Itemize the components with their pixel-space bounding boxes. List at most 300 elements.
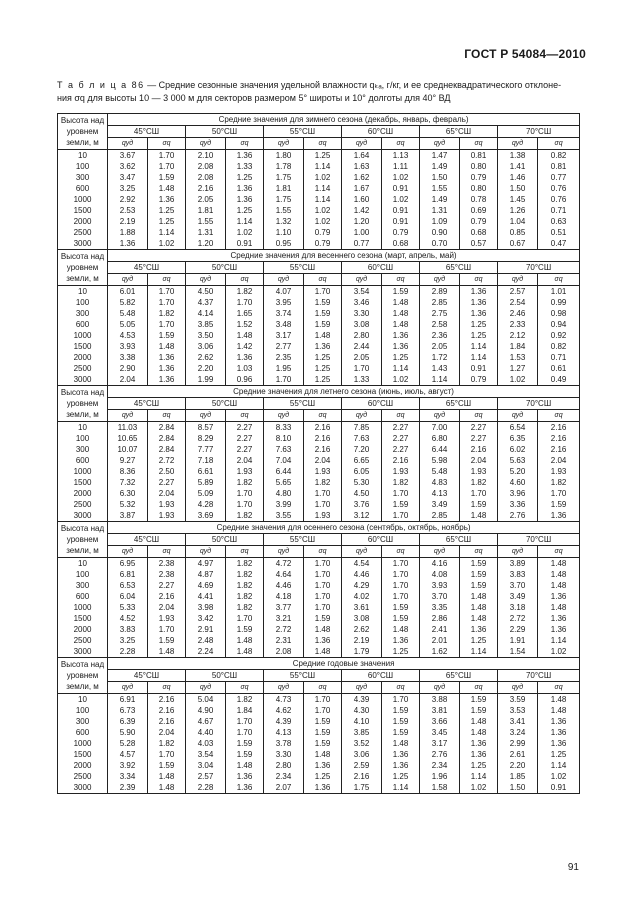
value-cell: 3.62 <box>108 161 148 172</box>
value-cell: 2.77 <box>264 341 304 352</box>
symbol-sigma: σq <box>226 410 264 422</box>
value-cell: 0.79 <box>304 238 342 250</box>
symbol-sigma: σq <box>304 546 342 558</box>
value-cell: 1.70 <box>304 488 342 499</box>
height-cell: 1000 <box>58 602 108 613</box>
value-cell: 1.59 <box>304 613 342 624</box>
value-cell: 1.36 <box>460 297 498 308</box>
value-cell: 1.70 <box>148 150 186 162</box>
value-cell: 6.53 <box>108 580 148 591</box>
value-cell: 1.70 <box>148 297 186 308</box>
value-cell: 5.63 <box>498 455 538 466</box>
height-cell: 1000 <box>58 466 108 477</box>
value-cell: 1.13 <box>382 150 420 162</box>
value-cell: 2.57 <box>186 771 226 782</box>
value-cell: 2.39 <box>108 782 148 794</box>
value-cell: 1.36 <box>538 738 580 749</box>
symbol-sigma: σq <box>304 682 342 694</box>
height-cell: 10 <box>58 558 108 570</box>
value-cell: 3.06 <box>342 749 382 760</box>
latitude-header: 55°СШ <box>264 534 342 546</box>
value-cell: 4.40 <box>186 727 226 738</box>
symbol-q: qуд <box>420 410 460 422</box>
value-cell: 0.99 <box>538 297 580 308</box>
table-row <box>58 205 580 216</box>
value-cell: 3.53 <box>498 705 538 716</box>
value-cell: 1.79 <box>342 646 382 658</box>
value-cell: 0.82 <box>538 341 580 352</box>
latitude-header: 55°СШ <box>264 670 342 682</box>
symbol-sigma: σq <box>148 546 186 558</box>
value-cell: 1.59 <box>148 635 186 646</box>
value-cell: 2.84 <box>148 422 186 434</box>
value-cell: 3.66 <box>420 716 460 727</box>
value-cell: 3.25 <box>108 635 148 646</box>
value-cell: 5.04 <box>186 694 226 706</box>
value-cell: 4.87 <box>186 569 226 580</box>
value-cell: 3.52 <box>342 738 382 749</box>
value-cell: 1.25 <box>304 374 342 386</box>
value-cell: 2.24 <box>186 646 226 658</box>
value-cell: 6.44 <box>420 444 460 455</box>
value-cell: 2.16 <box>460 444 498 455</box>
value-cell: 3.08 <box>342 613 382 624</box>
value-cell: 7.18 <box>186 455 226 466</box>
value-cell: 1.14 <box>420 374 460 386</box>
value-cell: 1.26 <box>498 205 538 216</box>
value-cell: 1.14 <box>460 771 498 782</box>
value-cell: 3.34 <box>108 771 148 782</box>
table-row <box>58 150 580 162</box>
symbol-q: qуд <box>108 274 148 286</box>
height-cell: 2500 <box>58 363 108 374</box>
value-cell: 4.97 <box>186 558 226 570</box>
value-cell: 6.65 <box>342 455 382 466</box>
value-cell: 1.70 <box>342 363 382 374</box>
value-cell: 1.70 <box>382 694 420 706</box>
value-cell: 1.25 <box>382 771 420 782</box>
value-cell: 2.07 <box>264 782 304 794</box>
height-cell: 600 <box>58 319 108 330</box>
value-cell: 3.69 <box>186 510 226 522</box>
value-cell: 1.02 <box>304 205 342 216</box>
value-cell: 1.70 <box>148 161 186 172</box>
value-cell: 1.48 <box>382 308 420 319</box>
value-cell: 2.08 <box>264 646 304 658</box>
symbol-sigma: σq <box>304 410 342 422</box>
value-cell: 1.48 <box>538 569 580 580</box>
value-cell: 2.19 <box>342 635 382 646</box>
caption-line2: ния σq для высоты 10 — 3 000 м для секторов размером 5° широты и 10° долготы для 40° ВД <box>57 93 451 103</box>
value-cell: 1.81 <box>264 183 304 194</box>
value-cell: 6.95 <box>108 558 148 570</box>
value-cell: 5.28 <box>108 738 148 749</box>
value-cell: 3.87 <box>108 510 148 522</box>
value-cell: 2.04 <box>148 488 186 499</box>
value-cell: 1.48 <box>304 330 342 341</box>
height-cell: 2500 <box>58 227 108 238</box>
height-cell: 3000 <box>58 374 108 386</box>
value-cell: 1.53 <box>498 352 538 363</box>
value-cell: 6.81 <box>108 569 148 580</box>
height-cell: 3000 <box>58 646 108 658</box>
value-cell: 1.70 <box>148 286 186 298</box>
height-cell: 300 <box>58 580 108 591</box>
value-cell: 1.75 <box>264 172 304 183</box>
value-cell: 8.33 <box>264 422 304 434</box>
table-row <box>58 319 580 330</box>
value-cell: 0.51 <box>538 227 580 238</box>
value-cell: 3.36 <box>498 499 538 510</box>
table-row <box>58 286 580 298</box>
latitude-header: 70°СШ <box>498 534 580 546</box>
value-cell: 2.20 <box>186 363 226 374</box>
value-cell: 1.70 <box>304 591 342 602</box>
value-cell: 1.70 <box>382 591 420 602</box>
symbol-q: qуд <box>264 682 304 694</box>
value-cell: 1.48 <box>382 319 420 330</box>
value-cell: 1.70 <box>148 624 186 635</box>
symbol-q: qуд <box>420 138 460 150</box>
value-cell: 4.37 <box>186 297 226 308</box>
symbol-q: qуд <box>108 410 148 422</box>
height-cell: 1000 <box>58 330 108 341</box>
caption-prefix: Т а б л и ц а 86 <box>57 80 145 90</box>
value-cell: 1.82 <box>148 738 186 749</box>
symbol-sigma: σq <box>460 410 498 422</box>
latitude-header: 60°СШ <box>342 262 420 274</box>
value-cell: 1.36 <box>226 183 264 194</box>
value-cell: 1.64 <box>342 150 382 162</box>
value-cell: 2.04 <box>226 455 264 466</box>
value-cell: 1.46 <box>498 172 538 183</box>
value-cell: 0.69 <box>460 205 498 216</box>
value-cell: 3.81 <box>420 705 460 716</box>
value-cell: 1.70 <box>382 558 420 570</box>
value-cell: 2.19 <box>108 216 148 227</box>
value-cell: 1.70 <box>264 374 304 386</box>
value-cell: 3.30 <box>342 308 382 319</box>
value-cell: 1.48 <box>538 705 580 716</box>
value-cell: 2.10 <box>186 150 226 162</box>
symbol-q: qуд <box>186 138 226 150</box>
symbol-sigma: σq <box>460 138 498 150</box>
value-cell: 2.28 <box>186 782 226 794</box>
value-cell: 1.75 <box>264 194 304 205</box>
symbol-q: qуд <box>342 546 382 558</box>
value-cell: 1.82 <box>538 477 580 488</box>
value-cell: 1.14 <box>460 646 498 658</box>
table-row <box>58 433 580 444</box>
value-cell: 2.16 <box>186 183 226 194</box>
value-cell: 5.89 <box>186 477 226 488</box>
value-cell: 2.27 <box>382 433 420 444</box>
value-cell: 0.79 <box>460 172 498 183</box>
latitude-header: 55°СШ <box>264 262 342 274</box>
symbol-q: qуд <box>186 274 226 286</box>
value-cell: 9.27 <box>108 455 148 466</box>
value-cell: 1.93 <box>382 466 420 477</box>
value-cell: 1.14 <box>382 363 420 374</box>
value-cell: 0.49 <box>538 374 580 386</box>
table-row <box>58 499 580 510</box>
value-cell: 0.82 <box>538 150 580 162</box>
latitude-header: 65°СШ <box>420 398 498 410</box>
value-cell: 3.67 <box>108 150 148 162</box>
value-cell: 3.48 <box>264 319 304 330</box>
value-cell: 8.36 <box>108 466 148 477</box>
value-cell: 1.59 <box>382 727 420 738</box>
table-row <box>58 161 580 172</box>
value-cell: 2.85 <box>420 297 460 308</box>
height-cell: 1500 <box>58 613 108 624</box>
value-cell: 1.02 <box>382 194 420 205</box>
value-cell: 1.59 <box>460 558 498 570</box>
value-cell: 2.76 <box>498 510 538 522</box>
value-cell: 1.82 <box>382 477 420 488</box>
value-cell: 1.82 <box>304 477 342 488</box>
value-cell: 2.72 <box>148 455 186 466</box>
value-cell: 3.38 <box>108 352 148 363</box>
value-cell: 0.70 <box>420 238 460 250</box>
value-cell: 1.14 <box>382 782 420 794</box>
value-cell: 6.30 <box>108 488 148 499</box>
value-cell: 2.46 <box>498 308 538 319</box>
value-cell: 5.65 <box>264 477 304 488</box>
latitude-header: 60°СШ <box>342 670 420 682</box>
value-cell: 3.61 <box>342 602 382 613</box>
value-cell: 1.88 <box>108 227 148 238</box>
value-cell: 1.31 <box>420 205 460 216</box>
value-cell: 3.12 <box>342 510 382 522</box>
height-cell: 3000 <box>58 238 108 250</box>
value-cell: 2.16 <box>148 705 186 716</box>
value-cell: 1.70 <box>148 319 186 330</box>
latitude-header-row <box>58 534 580 546</box>
value-cell: 1.25 <box>226 172 264 183</box>
symbol-q: qуд <box>420 546 460 558</box>
value-cell: 1.25 <box>460 330 498 341</box>
value-cell: 2.75 <box>420 308 460 319</box>
value-cell: 1.42 <box>342 205 382 216</box>
latitude-header: 50°СШ <box>186 398 264 410</box>
value-cell: 1.02 <box>382 172 420 183</box>
value-cell: 1.32 <box>264 216 304 227</box>
value-cell: 1.27 <box>498 363 538 374</box>
value-cell: 2.86 <box>420 613 460 624</box>
value-cell: 4.13 <box>420 488 460 499</box>
height-cell: 100 <box>58 569 108 580</box>
value-cell: 1.55 <box>420 183 460 194</box>
symbol-q: qуд <box>264 274 304 286</box>
symbol-sigma: σq <box>382 546 420 558</box>
value-cell: 1.70 <box>382 510 420 522</box>
value-cell: 1.48 <box>538 694 580 706</box>
value-cell: 2.84 <box>148 433 186 444</box>
section-title: Средние значения для зимнего сезона (декабрь, январь, февраль) <box>108 114 580 126</box>
height-cell: 2000 <box>58 216 108 227</box>
value-cell: 1.96 <box>420 771 460 782</box>
symbol-q: qуд <box>498 410 538 422</box>
value-cell: 0.91 <box>538 782 580 794</box>
value-cell: 1.02 <box>304 172 342 183</box>
value-cell: 1.38 <box>498 150 538 162</box>
symbol-sigma: σq <box>226 138 264 150</box>
value-cell: 1.45 <box>498 194 538 205</box>
value-cell: 1.36 <box>226 771 264 782</box>
value-cell: 3.08 <box>342 319 382 330</box>
symbol-q: qуд <box>186 682 226 694</box>
table-row <box>58 194 580 205</box>
symbol-sigma: σq <box>382 410 420 422</box>
value-cell: 2.12 <box>498 330 538 341</box>
value-cell: 0.79 <box>304 227 342 238</box>
value-cell: 3.24 <box>498 727 538 738</box>
value-cell: 3.98 <box>186 602 226 613</box>
value-cell: 1.67 <box>342 183 382 194</box>
value-cell: 3.76 <box>342 499 382 510</box>
value-cell: 1.59 <box>382 613 420 624</box>
table-row <box>58 705 580 716</box>
value-cell: 0.57 <box>460 238 498 250</box>
latitude-header: 70°СШ <box>498 126 580 138</box>
value-cell: 1.59 <box>304 297 342 308</box>
value-cell: 2.04 <box>108 374 148 386</box>
value-cell: 1.59 <box>226 749 264 760</box>
value-cell: 1.09 <box>420 216 460 227</box>
table-row <box>58 580 580 591</box>
table-row <box>58 183 580 194</box>
value-cell: 1.42 <box>226 341 264 352</box>
height-cell: 10 <box>58 422 108 434</box>
value-cell: 1.82 <box>226 591 264 602</box>
value-cell: 1.36 <box>538 727 580 738</box>
value-cell: 1.91 <box>498 635 538 646</box>
value-cell: 1.59 <box>382 716 420 727</box>
symbol-sigma: σq <box>460 546 498 558</box>
page-number: 91 <box>567 862 579 873</box>
value-cell: 2.41 <box>420 624 460 635</box>
value-cell: 4.57 <box>108 749 148 760</box>
value-cell: 0.68 <box>382 238 420 250</box>
value-cell: 1.14 <box>460 341 498 352</box>
value-cell: 1.82 <box>226 558 264 570</box>
value-cell: 1.48 <box>382 738 420 749</box>
value-cell: 7.85 <box>342 422 382 434</box>
latitude-header: 65°СШ <box>420 126 498 138</box>
table-row <box>58 558 580 570</box>
table-caption <box>57 79 579 105</box>
height-cell: 1000 <box>58 738 108 749</box>
value-cell: 3.77 <box>264 602 304 613</box>
section-title-row <box>58 114 580 126</box>
value-cell: 1.47 <box>420 150 460 162</box>
value-cell: 1.14 <box>226 216 264 227</box>
value-cell: 1.25 <box>460 635 498 646</box>
value-cell: 1.36 <box>304 782 342 794</box>
value-cell: 1.01 <box>538 286 580 298</box>
value-cell: 1.36 <box>538 510 580 522</box>
value-cell: 2.20 <box>498 760 538 771</box>
value-cell: 1.48 <box>148 646 186 658</box>
value-cell: 2.16 <box>148 716 186 727</box>
value-cell: 3.99 <box>264 499 304 510</box>
symbol-sigma: σq <box>538 138 580 150</box>
symbol-sigma: σq <box>148 682 186 694</box>
value-cell: 1.14 <box>538 635 580 646</box>
symbol-q: qуд <box>264 410 304 422</box>
value-cell: 6.05 <box>342 466 382 477</box>
value-cell: 2.80 <box>264 760 304 771</box>
row-header-cell: Высота над уровнем земли, м <box>58 250 108 286</box>
table-row <box>58 422 580 434</box>
symbol-q: qуд <box>264 546 304 558</box>
symbol-q: qуд <box>420 274 460 286</box>
latitude-header: 45°СШ <box>108 670 186 682</box>
value-cell: 1.59 <box>304 319 342 330</box>
height-cell: 1500 <box>58 749 108 760</box>
value-cell: 7.63 <box>264 444 304 455</box>
value-cell: 2.76 <box>420 749 460 760</box>
height-cell: 600 <box>58 183 108 194</box>
value-cell: 4.07 <box>264 286 304 298</box>
value-cell: 1.59 <box>304 738 342 749</box>
value-cell: 1.50 <box>498 782 538 794</box>
value-cell: 4.10 <box>342 716 382 727</box>
value-cell: 1.14 <box>304 183 342 194</box>
table-row <box>58 216 580 227</box>
value-cell: 1.70 <box>460 488 498 499</box>
value-cell: 3.21 <box>264 613 304 624</box>
height-cell: 600 <box>58 727 108 738</box>
value-cell: 1.70 <box>304 569 342 580</box>
value-cell: 1.59 <box>304 727 342 738</box>
value-cell: 1.48 <box>304 624 342 635</box>
table-row <box>58 716 580 727</box>
value-cell: 1.33 <box>342 374 382 386</box>
value-cell: 0.80 <box>460 161 498 172</box>
value-cell: 1.78 <box>264 161 304 172</box>
latitude-header: 50°СШ <box>186 534 264 546</box>
value-cell: 2.80 <box>342 330 382 341</box>
value-cell: 4.46 <box>264 580 304 591</box>
value-cell: 1.49 <box>420 161 460 172</box>
value-cell: 1.70 <box>304 602 342 613</box>
value-cell: 0.91 <box>382 183 420 194</box>
value-cell: 1.36 <box>226 782 264 794</box>
value-cell: 7.04 <box>264 455 304 466</box>
height-cell: 1500 <box>58 341 108 352</box>
value-cell: 2.38 <box>148 569 186 580</box>
value-cell: 1.85 <box>498 771 538 782</box>
value-cell: 1.10 <box>264 227 304 238</box>
value-cell: 1.48 <box>226 635 264 646</box>
value-cell: 2.05 <box>342 352 382 363</box>
table-row <box>58 455 580 466</box>
section-title: Средние годовые значения <box>108 658 580 670</box>
value-cell: 2.29 <box>498 624 538 635</box>
symbol-sigma: σq <box>382 138 420 150</box>
height-cell: 2000 <box>58 352 108 363</box>
value-cell: 6.44 <box>264 466 304 477</box>
height-cell: 300 <box>58 308 108 319</box>
value-cell: 5.48 <box>108 308 148 319</box>
value-cell: 1.52 <box>226 319 264 330</box>
value-cell: 1.36 <box>382 749 420 760</box>
section-title-row <box>58 386 580 398</box>
value-cell: 5.09 <box>186 488 226 499</box>
symbol-q: qуд <box>342 682 382 694</box>
